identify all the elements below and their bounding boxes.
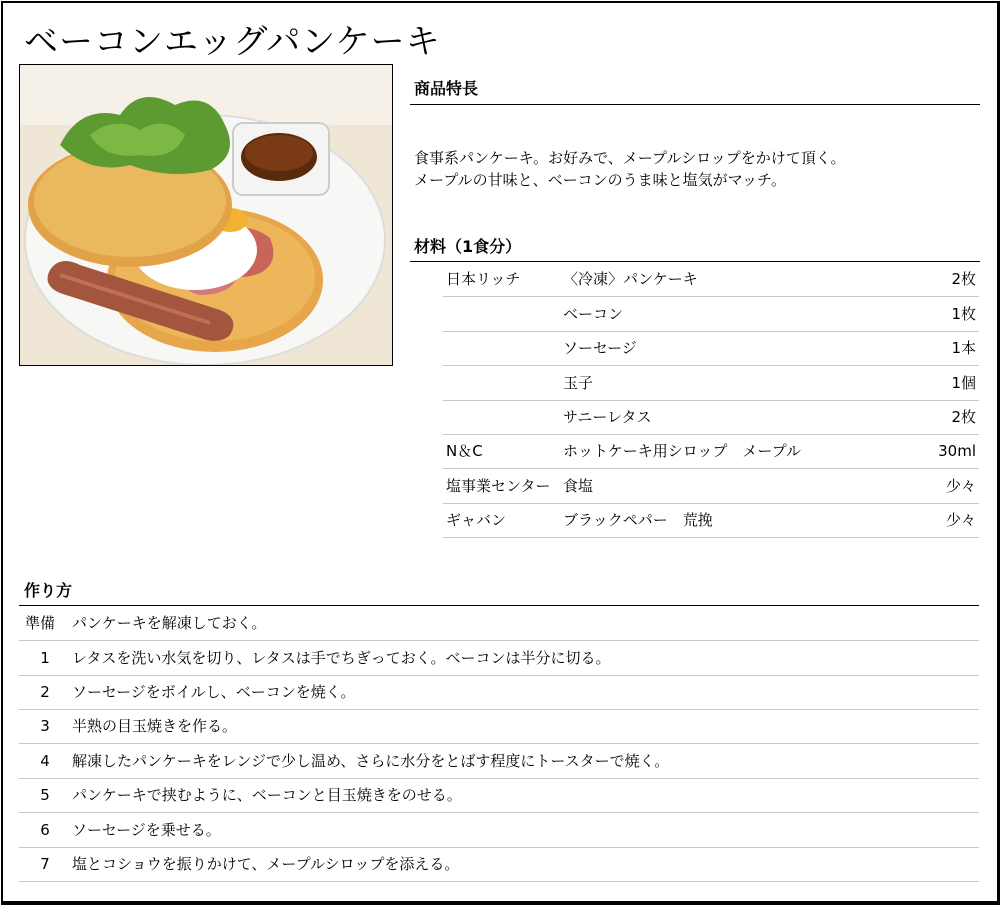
step-number: 4 [40,752,50,770]
ingredient-brand: ギャバン [446,511,507,529]
ingredient-item: 食塩 [563,477,594,495]
step-text: ソーセージを乗せる。 [72,821,221,839]
ingredient-item: サニーレタス [563,408,652,426]
ingredient-row [443,331,979,365]
ingredient-qty: 少々 [945,511,976,529]
step-row [19,813,979,847]
ingredient-qty: 少々 [945,477,976,495]
recipe-title: ベーコンエッグパンケーキ [24,22,441,62]
ingredient-brand: N＆C [446,442,483,460]
ingredient-row [443,503,979,537]
step-row [19,778,979,812]
ingredient-qty: 2枚 [951,270,976,288]
step-row [19,744,979,778]
ingredient-qty: 1本 [951,339,976,357]
step-text: 解凍したパンケーキをレンジで少し温め、さらに水分をとばす程度にトースターで焼く。 [72,752,670,770]
step-number: 1 [40,649,50,667]
step-number: 3 [40,717,50,735]
features-description [414,147,845,191]
ingredient-row [443,262,979,296]
pancake-illustration [20,65,392,365]
ingredient-qty: 2枚 [951,408,976,426]
ingredient-item: ブラックペパー 荒挽 [563,511,713,529]
ingredient-qty: 1枚 [951,305,976,323]
step-text: パンケーキを解凍しておく。 [72,614,267,632]
ingredient-row [443,434,979,468]
step-row [19,709,979,743]
ingredient-qty: 30ml [938,442,976,460]
step-row [19,641,979,675]
step-number: 準備 [25,614,56,632]
ingredient-brand: 日本リッチ [446,270,521,288]
step-text: 半熟の目玉焼きを作る。 [72,717,238,735]
ingredient-qty: 1個 [951,374,976,392]
ingredient-brand: 塩事業センター [446,477,551,495]
ingredient-row [443,400,979,434]
ingredient-row [443,297,979,331]
step-text: パンケーキで挟むように、ベーコンと目玉焼きをのせる。 [72,786,462,804]
row-divider [19,881,979,882]
step-row [19,847,979,881]
ingredient-item: 玉子 [563,374,594,392]
method-heading: 作り方 [24,581,73,600]
features-rule [410,104,980,105]
step-text: レタスを洗い水気を切り、レタスは手でちぎっておく。ベーコンは半分に切る。 [72,649,611,667]
step-number: 6 [40,821,50,839]
features-line: メープルの甘味と、ベーコンのうま味と塩気がマッチ。 [414,171,787,189]
ingredient-item: ホットケーキ用シロップ メープル [563,442,802,460]
ingredient-item: ベーコン [563,305,624,323]
features-line: 食事系パンケーキ。お好みで、メープルシロップをかけて頂く。 [414,149,846,167]
row-divider [443,537,979,538]
ingredient-item: ソーセージ [563,339,637,357]
ingredient-row [443,469,979,503]
ingredient-item: 〈冷凍〉パンケーキ [563,270,698,288]
step-row [19,606,979,640]
step-number: 5 [40,786,50,804]
recipe-photo [19,64,393,366]
step-row [19,675,979,709]
ingredients-heading: 材料（1食分） [414,237,522,256]
step-text: 塩とコショウを振りかけて、メープルシロップを添える。 [72,855,460,873]
features-heading: 商品特長 [414,79,479,98]
step-number: 2 [40,683,50,701]
step-text: ソーセージをボイルし、ベーコンを焼く。 [72,683,356,701]
step-number: 7 [40,855,50,873]
ingredient-row [443,366,979,400]
